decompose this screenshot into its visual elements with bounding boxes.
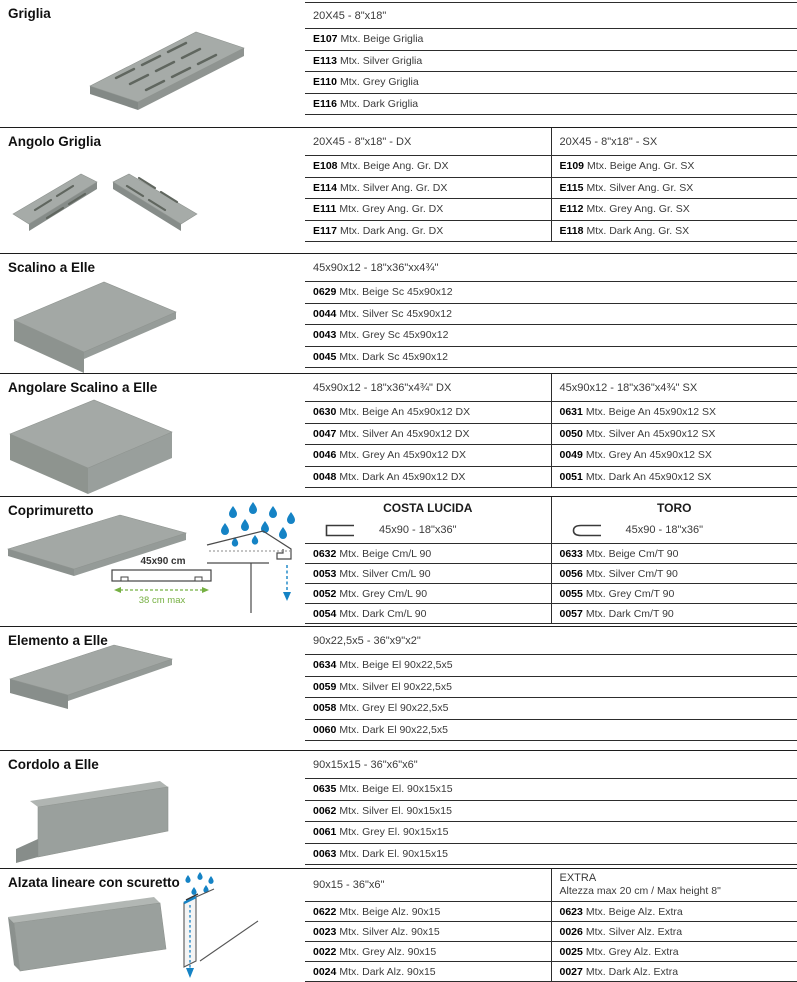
product-description: Mtx. Grey Ang. Gr. DX — [339, 203, 444, 215]
product-description: Mtx. Silver Alz. Extra — [585, 926, 683, 938]
table-row — [305, 29, 797, 51]
table-column-sx — [551, 374, 797, 488]
product-code: 0055 — [559, 588, 583, 600]
table-row — [305, 199, 551, 221]
table-header: 90x22,5x5 - 36"x9"x2" — [305, 627, 797, 655]
product-code: E109 — [559, 160, 585, 172]
table-row — [305, 564, 551, 584]
header-text: 90x15 - 36"x6" — [313, 878, 385, 891]
table-angolare-scalino — [305, 374, 797, 496]
table-header: 45x90x12 - 18"x36"x4¾" SX — [552, 374, 797, 402]
product-code: 0631 — [559, 406, 583, 418]
product-code: 0054 — [313, 608, 337, 620]
table-row — [305, 779, 797, 801]
product-description: Mtx. Dark El 90x22,5x5 — [339, 723, 448, 736]
section-left-elemento — [0, 627, 305, 750]
product-description: Mtx. Beige Alz. 90x15 — [339, 906, 441, 918]
table-header: 20X45 - 8"x18" — [305, 3, 797, 29]
product-code: 0630 — [313, 406, 337, 418]
product-code: 0024 — [313, 966, 337, 978]
table-row — [305, 51, 797, 73]
section-griglia — [0, 0, 797, 128]
griglia-tile-image — [72, 16, 282, 121]
table-header: 45x90x12 - 18"x36"x4¾" DX — [305, 374, 551, 402]
section-title: Griglia — [8, 6, 51, 21]
table-column-dx — [305, 374, 551, 488]
product-description: Mtx. Silver An 45x90x12 DX — [339, 427, 470, 440]
product-code: 0051 — [559, 470, 583, 483]
table-header: 90x15x15 - 36"x6"x6" — [305, 751, 797, 779]
product-description: Mtx. Beige Cm/L 90 — [339, 548, 432, 560]
product-description: Mtx. Beige An 45x90x12 SX — [585, 406, 717, 418]
size-row — [552, 517, 797, 544]
table-header: 20X45 - 8"x18" - SX — [552, 128, 797, 156]
product-code: 0632 — [313, 548, 337, 560]
product-description: Mtx. Beige Griglia — [340, 33, 424, 45]
product-description: Mtx. Grey Sc 45x90x12 — [339, 329, 449, 341]
table-header: 20X45 - 8"x18" - DX — [305, 128, 551, 156]
column-title: COSTA LUCIDA — [383, 501, 473, 515]
product-description: Mtx. Silver Cm/L 90 — [339, 568, 431, 580]
product-description: Mtx. Silver Griglia — [339, 54, 423, 67]
table-column-standard — [305, 869, 551, 982]
angolo-griglia-tile-image — [5, 152, 220, 252]
angolare-scalino-tile-image — [2, 392, 182, 497]
table-body — [305, 779, 797, 865]
table-body — [305, 29, 797, 115]
elemento-tile-image — [2, 637, 182, 717]
product-description: Mtx. Grey Cm/T 90 — [585, 588, 675, 600]
product-description: Mtx. Silver Alz. 90x15 — [339, 926, 440, 938]
table-coprimuretto — [305, 497, 797, 626]
product-code: E116 — [313, 97, 337, 110]
product-code: 0049 — [559, 449, 583, 461]
section-title: Cordolo a Elle — [8, 757, 99, 772]
table-row — [305, 698, 797, 720]
product-description: Mtx. Silver Ang. Gr. SX — [586, 181, 694, 194]
table-row — [305, 94, 797, 116]
section-scalino — [0, 254, 797, 374]
table-body — [552, 544, 797, 624]
table-row — [305, 604, 551, 624]
product-code: 0061 — [313, 826, 337, 838]
drip-arrow — [283, 565, 291, 601]
product-description: Mtx. Grey Griglia — [339, 76, 419, 88]
product-description: Mtx. Grey Alz. Extra — [585, 946, 679, 958]
product-description: Mtx. Beige An 45x90x12 DX — [339, 406, 471, 418]
product-code: E108 — [313, 160, 338, 172]
product-code: E114 — [313, 181, 337, 194]
table-body — [305, 282, 797, 368]
product-code: 0622 — [313, 906, 337, 918]
table-row — [552, 584, 797, 604]
table-row — [305, 962, 551, 982]
product-description: Mtx. Grey Alz. 90x15 — [339, 946, 437, 958]
table-angolo-griglia — [305, 128, 797, 253]
cordolo-tile-image — [2, 767, 182, 865]
product-code: 0043 — [313, 329, 337, 341]
table-row — [305, 72, 797, 94]
table-row — [305, 325, 797, 347]
product-description: Mtx. Grey Cm/L 90 — [339, 588, 428, 600]
product-description: Mtx. Silver El 90x22,5x5 — [339, 680, 452, 693]
table-row — [305, 221, 551, 243]
product-code: 0059 — [313, 680, 337, 693]
product-code: 0023 — [313, 926, 337, 938]
table-body — [552, 156, 797, 242]
product-description: Mtx. Silver Sc 45x90x12 — [339, 307, 452, 320]
size-diagram — [108, 553, 218, 607]
section-title: Scalino a Elle — [8, 260, 96, 275]
product-description: Mtx. Dark Ang. Gr. SX — [586, 224, 690, 237]
product-description: Mtx. Grey El. 90x15x15 — [339, 826, 449, 838]
section-title: Angolare Scalino a Elle — [8, 380, 158, 395]
product-code: 0633 — [559, 548, 583, 560]
column-title: TORO — [657, 501, 692, 515]
section-left-griglia — [0, 0, 305, 127]
product-description: Mtx. Dark An 45x90x12 DX — [339, 470, 466, 483]
table-alzata — [305, 869, 797, 982]
table-row — [552, 156, 797, 178]
product-code: 0056 — [559, 568, 583, 580]
product-code: 0635 — [313, 783, 337, 795]
table-header: 45x90x12 - 18"x36"xx4¾" — [305, 254, 797, 282]
product-code: 0062 — [313, 804, 337, 817]
product-code: E112 — [559, 203, 584, 215]
product-code: 0634 — [313, 659, 337, 671]
product-description: Mtx. Grey El 90x22,5x5 — [339, 702, 449, 714]
table-row — [552, 942, 797, 962]
product-code: 0046 — [313, 449, 337, 461]
product-code: E118 — [559, 224, 584, 237]
section-left-cordolo — [0, 751, 305, 868]
section-title: Elemento a Elle — [8, 633, 108, 648]
table-body — [552, 902, 797, 982]
table-row — [305, 922, 551, 942]
product-code: 0629 — [313, 286, 337, 298]
header-text: EXTRA — [559, 872, 597, 884]
table-elemento — [305, 627, 797, 750]
section-cordolo — [0, 751, 797, 869]
table-row — [305, 677, 797, 699]
product-code: E115 — [559, 181, 584, 194]
product-description: Mtx. Dark Sc 45x90x12 — [339, 350, 448, 363]
product-description: Mtx. Dark Alz. Extra — [585, 966, 679, 978]
section-title: Angolo Griglia — [8, 134, 101, 149]
table-row — [305, 655, 797, 677]
table-row — [552, 445, 797, 467]
table-body — [305, 902, 551, 982]
product-description: Mtx. Silver Ang. Gr. DX — [339, 181, 448, 194]
table-row — [305, 844, 797, 866]
size-row — [305, 517, 551, 544]
product-description: Mtx. Beige Cm/T 90 — [585, 548, 679, 560]
table-row — [305, 304, 797, 326]
product-description: Mtx. Silver An 45x90x12 SX — [585, 427, 716, 440]
product-description: Mtx. Beige Ang. Gr. SX — [587, 160, 695, 172]
table-header — [552, 869, 797, 902]
product-code: 0060 — [313, 723, 337, 736]
product-description: Mtx. Grey An 45x90x12 DX — [339, 449, 467, 461]
table-row — [305, 584, 551, 604]
table-row — [552, 467, 797, 489]
section-left-alzata — [0, 869, 305, 982]
table-row — [552, 902, 797, 922]
table-body — [552, 402, 797, 488]
table-scalino — [305, 254, 797, 373]
product-code: 0052 — [313, 588, 337, 600]
product-code: 0058 — [313, 702, 337, 714]
costa-lucida-profile-icon — [325, 524, 355, 537]
header-subtext: Altezza max 20 cm / Max height 8" — [559, 885, 721, 897]
product-code: E110 — [313, 76, 337, 88]
table-row — [305, 445, 551, 467]
table-row — [305, 467, 551, 489]
table-row — [552, 564, 797, 584]
product-description: Mtx. Dark Griglia — [339, 97, 419, 110]
table-row — [305, 424, 551, 446]
size-text: 45x90 - 18"x36" — [625, 524, 704, 536]
table-row — [305, 720, 797, 742]
product-description: Mtx. Grey Ang. Gr. SX — [586, 203, 690, 215]
section-title: Coprimuretto — [8, 503, 94, 518]
section-angolare-scalino — [0, 374, 797, 497]
alzata-tile-image — [2, 891, 172, 979]
drops — [221, 502, 295, 547]
product-description: Mtx. Dark Alz. 90x15 — [339, 966, 436, 978]
product-code: 0025 — [559, 946, 583, 958]
product-code: 0623 — [559, 906, 583, 918]
table-header — [305, 869, 551, 902]
table-row — [305, 282, 797, 304]
table-cordolo — [305, 751, 797, 868]
section-alzata — [0, 869, 797, 982]
product-description: Mtx. Beige Sc 45x90x12 — [339, 286, 453, 298]
table-row — [552, 604, 797, 624]
table-row — [305, 402, 551, 424]
product-code: 0045 — [313, 350, 337, 363]
drip-profile — [207, 531, 291, 613]
product-code: 0047 — [313, 427, 337, 440]
alzata-drip-diagram — [170, 871, 265, 981]
product-description: Mtx. Silver Cm/T 90 — [585, 568, 678, 580]
product-description: Mtx. Beige El. 90x15x15 — [339, 783, 453, 795]
section-coprimuretto — [0, 497, 797, 627]
product-code: 0053 — [313, 568, 337, 580]
table-row — [552, 199, 797, 221]
table-row — [552, 221, 797, 243]
table-body — [305, 402, 551, 488]
table-body — [305, 655, 797, 741]
product-code: 0048 — [313, 470, 337, 483]
product-description: Mtx. Grey An 45x90x12 SX — [585, 449, 712, 461]
toro-profile-icon — [572, 524, 602, 537]
section-title: Alzata lineare con scuretto — [8, 875, 180, 890]
product-code: E107 — [313, 33, 338, 45]
table-row — [552, 922, 797, 942]
product-code: 0057 — [559, 608, 583, 620]
table-griglia — [305, 2, 797, 127]
table-column-sx — [551, 128, 797, 242]
product-description: Mtx. Dark Cm/T 90 — [585, 608, 674, 620]
table-row — [305, 156, 551, 178]
product-code: E113 — [313, 54, 337, 67]
max-width-label: 38 cm max — [138, 595, 186, 606]
table-row — [305, 902, 551, 922]
table-row — [305, 178, 551, 200]
size-diagram-label: 45x90 cm — [140, 556, 186, 567]
product-code: E117 — [313, 224, 337, 237]
table-row — [552, 544, 797, 564]
table-body — [305, 544, 551, 624]
table-row — [552, 424, 797, 446]
water-drops-icon — [203, 499, 303, 621]
product-description: Mtx. Beige El 90x22,5x5 — [339, 659, 453, 671]
product-code: E111 — [313, 203, 337, 215]
table-column-dx — [305, 128, 551, 242]
product-code: 0063 — [313, 847, 337, 860]
product-description: Mtx. Dark Ang. Gr. DX — [339, 224, 444, 237]
product-description: Mtx. Dark An 45x90x12 SX — [585, 470, 712, 483]
table-body — [305, 156, 551, 242]
table-row — [305, 347, 797, 369]
product-description: Mtx. Beige Alz. Extra — [585, 906, 683, 918]
section-elemento — [0, 627, 797, 751]
section-left-scalino — [0, 254, 305, 373]
table-column-costa-lucida — [305, 497, 551, 624]
table-row — [552, 402, 797, 424]
product-code: 0050 — [559, 427, 583, 440]
product-description: Mtx. Dark El. 90x15x15 — [339, 847, 448, 860]
section-angolo-griglia — [0, 128, 797, 254]
product-code: 0027 — [559, 966, 583, 978]
section-left-angolare-scalino — [0, 374, 305, 496]
size-text: 45x90 - 18"x36" — [379, 524, 457, 536]
product-code: 0044 — [313, 307, 337, 320]
table-column-extra — [551, 869, 797, 982]
table-row — [552, 178, 797, 200]
product-code: 0022 — [313, 946, 337, 958]
section-left-coprimuretto — [0, 497, 305, 626]
table-row — [305, 822, 797, 844]
product-code: 0026 — [559, 926, 583, 938]
scalino-tile-image — [4, 272, 189, 374]
product-description: Mtx. Silver El. 90x15x15 — [339, 804, 452, 817]
product-description: Mtx. Dark Cm/L 90 — [339, 608, 427, 620]
table-row — [305, 544, 551, 564]
product-description: Mtx. Beige Ang. Gr. DX — [340, 160, 449, 172]
table-row — [305, 801, 797, 823]
table-row — [305, 942, 551, 962]
table-row — [552, 962, 797, 982]
table-column-toro — [551, 497, 797, 624]
section-left-angolo-griglia — [0, 128, 305, 253]
